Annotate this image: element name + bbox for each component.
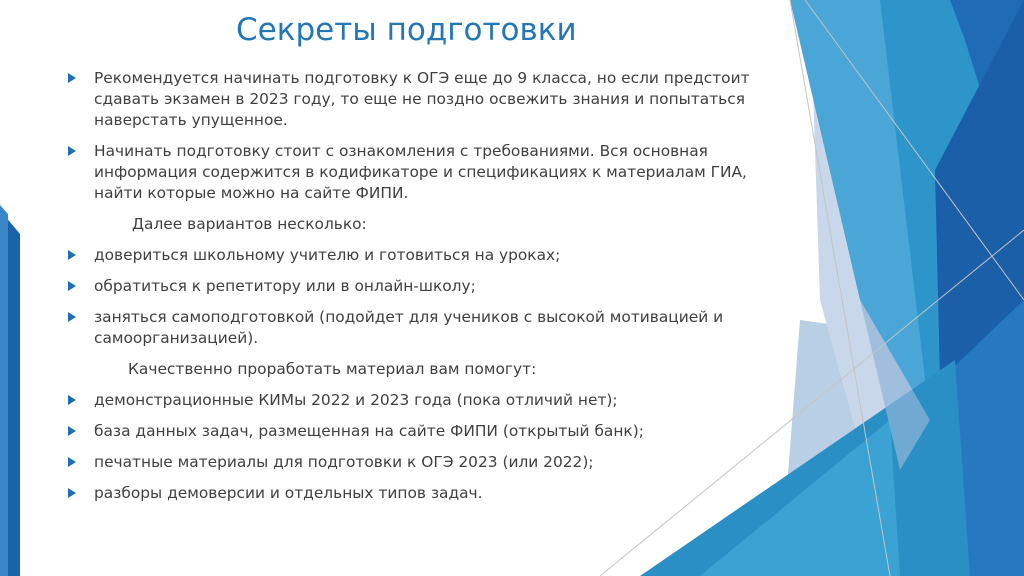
bullet-item [68,141,768,204]
material-text: печатные материалы для подготовки к ОГЭ 2023 (или 2022); [94,453,594,471]
bullet-item [68,68,768,131]
variant-item [68,245,768,266]
bullet-icon [68,457,76,467]
material-item [68,483,768,504]
bullet-icon [68,250,76,260]
slide-title: Секреты подготовки [236,12,577,48]
bullet-text: Начинать подготовку стоит с ознакомления с требованиями. Вся основная информация содержится в кодификаторе и спецификациях к материалам ГИА, найти которые можно на сайте ФИПИ. [94,142,747,202]
bullet-icon [68,146,76,156]
variant-text: обратиться к репетитору или в онлайн-школу; [94,277,476,295]
variant-item [68,307,768,349]
bullet-icon [68,281,76,291]
material-item [68,421,768,442]
bullet-icon [68,73,76,83]
bullet-text: Рекомендуется начинать подготовку к ОГЭ еще до 9 класса, но если предстоит сдавать экзамен в 2023 году, то еще не поздно освежить знания и попытаться наверстать упущенное. [94,69,750,129]
material-text: разборы демоверсии и отдельных типов задач. [94,484,483,502]
material-text: база данных задач, размещенная на сайте ФИПИ (открытый банк); [94,422,644,440]
bullet-icon [68,426,76,436]
bullet-icon [68,312,76,322]
variants-intro: Далее вариантов несколько: [132,215,367,233]
material-item [68,452,768,473]
materials-intro: Качественно проработать материал вам помогут: [128,360,537,378]
bullet-icon [68,488,76,498]
left-edge-highlight [0,205,8,576]
slide-content [68,68,768,504]
variant-item [68,276,768,297]
material-item [68,390,768,411]
variant-text: заняться самоподготовкой (подойдет для учеников с высокой мотивацией и самоорганизацией). [94,308,724,347]
bullet-icon [68,395,76,405]
material-text: демонстрационные КИМы 2022 и 2023 года (пока отличий нет); [94,391,618,409]
variant-text: довериться школьному учителю и готовиться на уроках; [94,246,561,264]
